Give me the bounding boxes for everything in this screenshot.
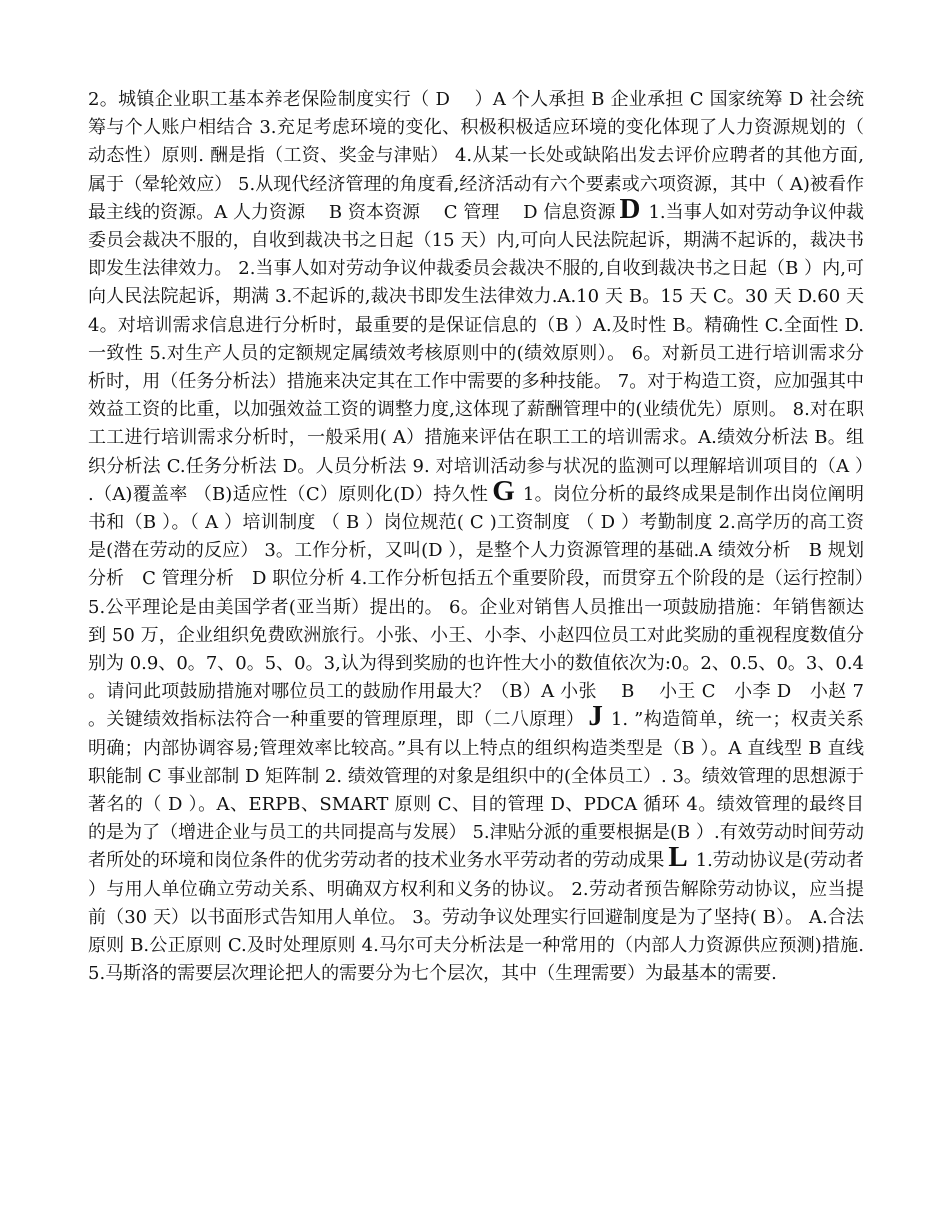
body-text-paragraph: 2。城镇企业职工基本养老保险制度实行（ D ）A 个人承担 B 企业承担 C 国家统筹 D 社会统筹与个人账户相结合 3.充足考虑环境的变化、积极积极适应环境的变化体现了人力资源规划的（动态性）原则. 酬是指（工资、奖金与津贴） 4.从某一长处或缺陷出发去评价应聘者的其他方面,属于（晕轮效应） 5.从现代经济管理的角度看,经济活动有六个要素或六项资源，其中（ A)被看作最主线的资源。A 人力资源 B 资本资源 C 管理 D 信息资源 [88,89,864,223]
body-text-paragraph: 1. ”构造简单，统一；权责关系明确；内部协调容易;管理效率比较高。”具有以上特点的组织构造类型是（B ）。A 直线型 B 直线职能制 C 事业部制 D 矩阵制 2. 绩效管理的对象是组织中的(全体员工）. 3。绩效管理的思想源于著名的（ D ）。A、ERPB、SMART 原则 C、目的管理 D、PDCA 循环 4。绩效管理的最终目的是为了（增进企业与员工的共同提高与发展） 5.津贴分派的重要根据是(B ）.有效劳动时间劳动者所处的环境和岗位条件的优劣劳动者的技术业务水平劳动者的劳动成果 [88,709,864,872]
section-letter-heading: D [619,192,641,225]
section-letter-heading: L [668,841,688,874]
body-text-paragraph: 1.当事人如对劳动争议仲裁委员会裁决不服的，自收到裁决书之日起（15 天）内,可向人民法院起诉，期满不起诉的，裁决书即发生法律效力。 2.当事人如对劳动争议仲裁委员会裁决不服的,自收到裁决书之日起（B ）内,可向人民法院起诉，期满 3.不起诉的,裁决书即发生法律效力.A.10 天 B。15 天 C。30 天 D.60 天 4。对培训需求信息进行分析时，最重要的是保证信息的（B ）A.及时性 B。精确性 C.全面性 D.一致性 5.对生产人员的定额规定属绩效考核原则中的(绩效原则）。 6。对新员工进行培训需求分析时，用（任务分析法）措施来决定其在工作中需要的多种技能。 7。对于构造工资，应加强其中效益工资的比重，以加强效益工资的调整力度,这体现了薪酬管理中的(业绩优先）原则。 8.对在职工工进行培训需求分析时，一般采用( A）措施来评估在职工工的培训需求。A.绩效分析法 B。组织分析法 C.任务分析法 D。人员分析法 9. 对培训活动参与状况的监测可以理解培训项目的（A ）.（A)覆盖率 （B)适应性（C）原则化(D）持久性 [88,201,864,505]
body-text-paragraph: 1.劳动协议是(劳动者）与用人单位确立劳动关系、明确双方权利和义务的协议。 2.劳动者预告解除劳动协议，应当提前（30 天）以书面形式告知用人单位。 3。劳动争议处理实行回避制度是为了坚持( B）。 A.合法原则 B.公正原则 C.及时处理原则 4.马尔可夫分析法是一种常用的（内部人力资源供应预测)措施. 5.马斯洛的需要层次理论把人的需要分为七个层次，其中（生理需要）为最基本的需要. [88,850,864,985]
section-letter-heading: J [588,700,603,733]
section-letter-heading: G [492,474,515,507]
body-text-paragraph: 1。岗位分析的最终成果是制作出岗位阐明书和（B ）。（ A ）培训制度 （ B ）岗位规范( C )工资制度 （ D ）考勤制度 2.高学历的高工资是(潜在劳动的反应） 3。工作分析，又叫(D ），是整个人力资源管理的基础.A 绩效分析 B 规划分析 C 管理分析 D 职位分析 4.工作分析包括五个重要阶段，而贯穿五个阶段的是（运行控制） 5.公平理论是由美国学者(亚当斯）提出的。 6。企业对销售人员推出一项鼓励措施：年销售额达到 50 万，企业组织免费欧洲旅行。小张、小王、小李、小赵四位员工对此奖励的重视程度数值分别为 0.9、0。7、0。5、0。3,认为得到奖励的也许性大小的数值依次为:0。2、0.5、0。3、0.4。请问此项鼓励措施对哪位员工的鼓励作用最大？（B）A 小张 B 小王 C 小李 D 小赵 7。关键绩效指标法符合一种重要的管理原理，即（二八原理） [88,483,864,731]
document-body [88,86,864,989]
